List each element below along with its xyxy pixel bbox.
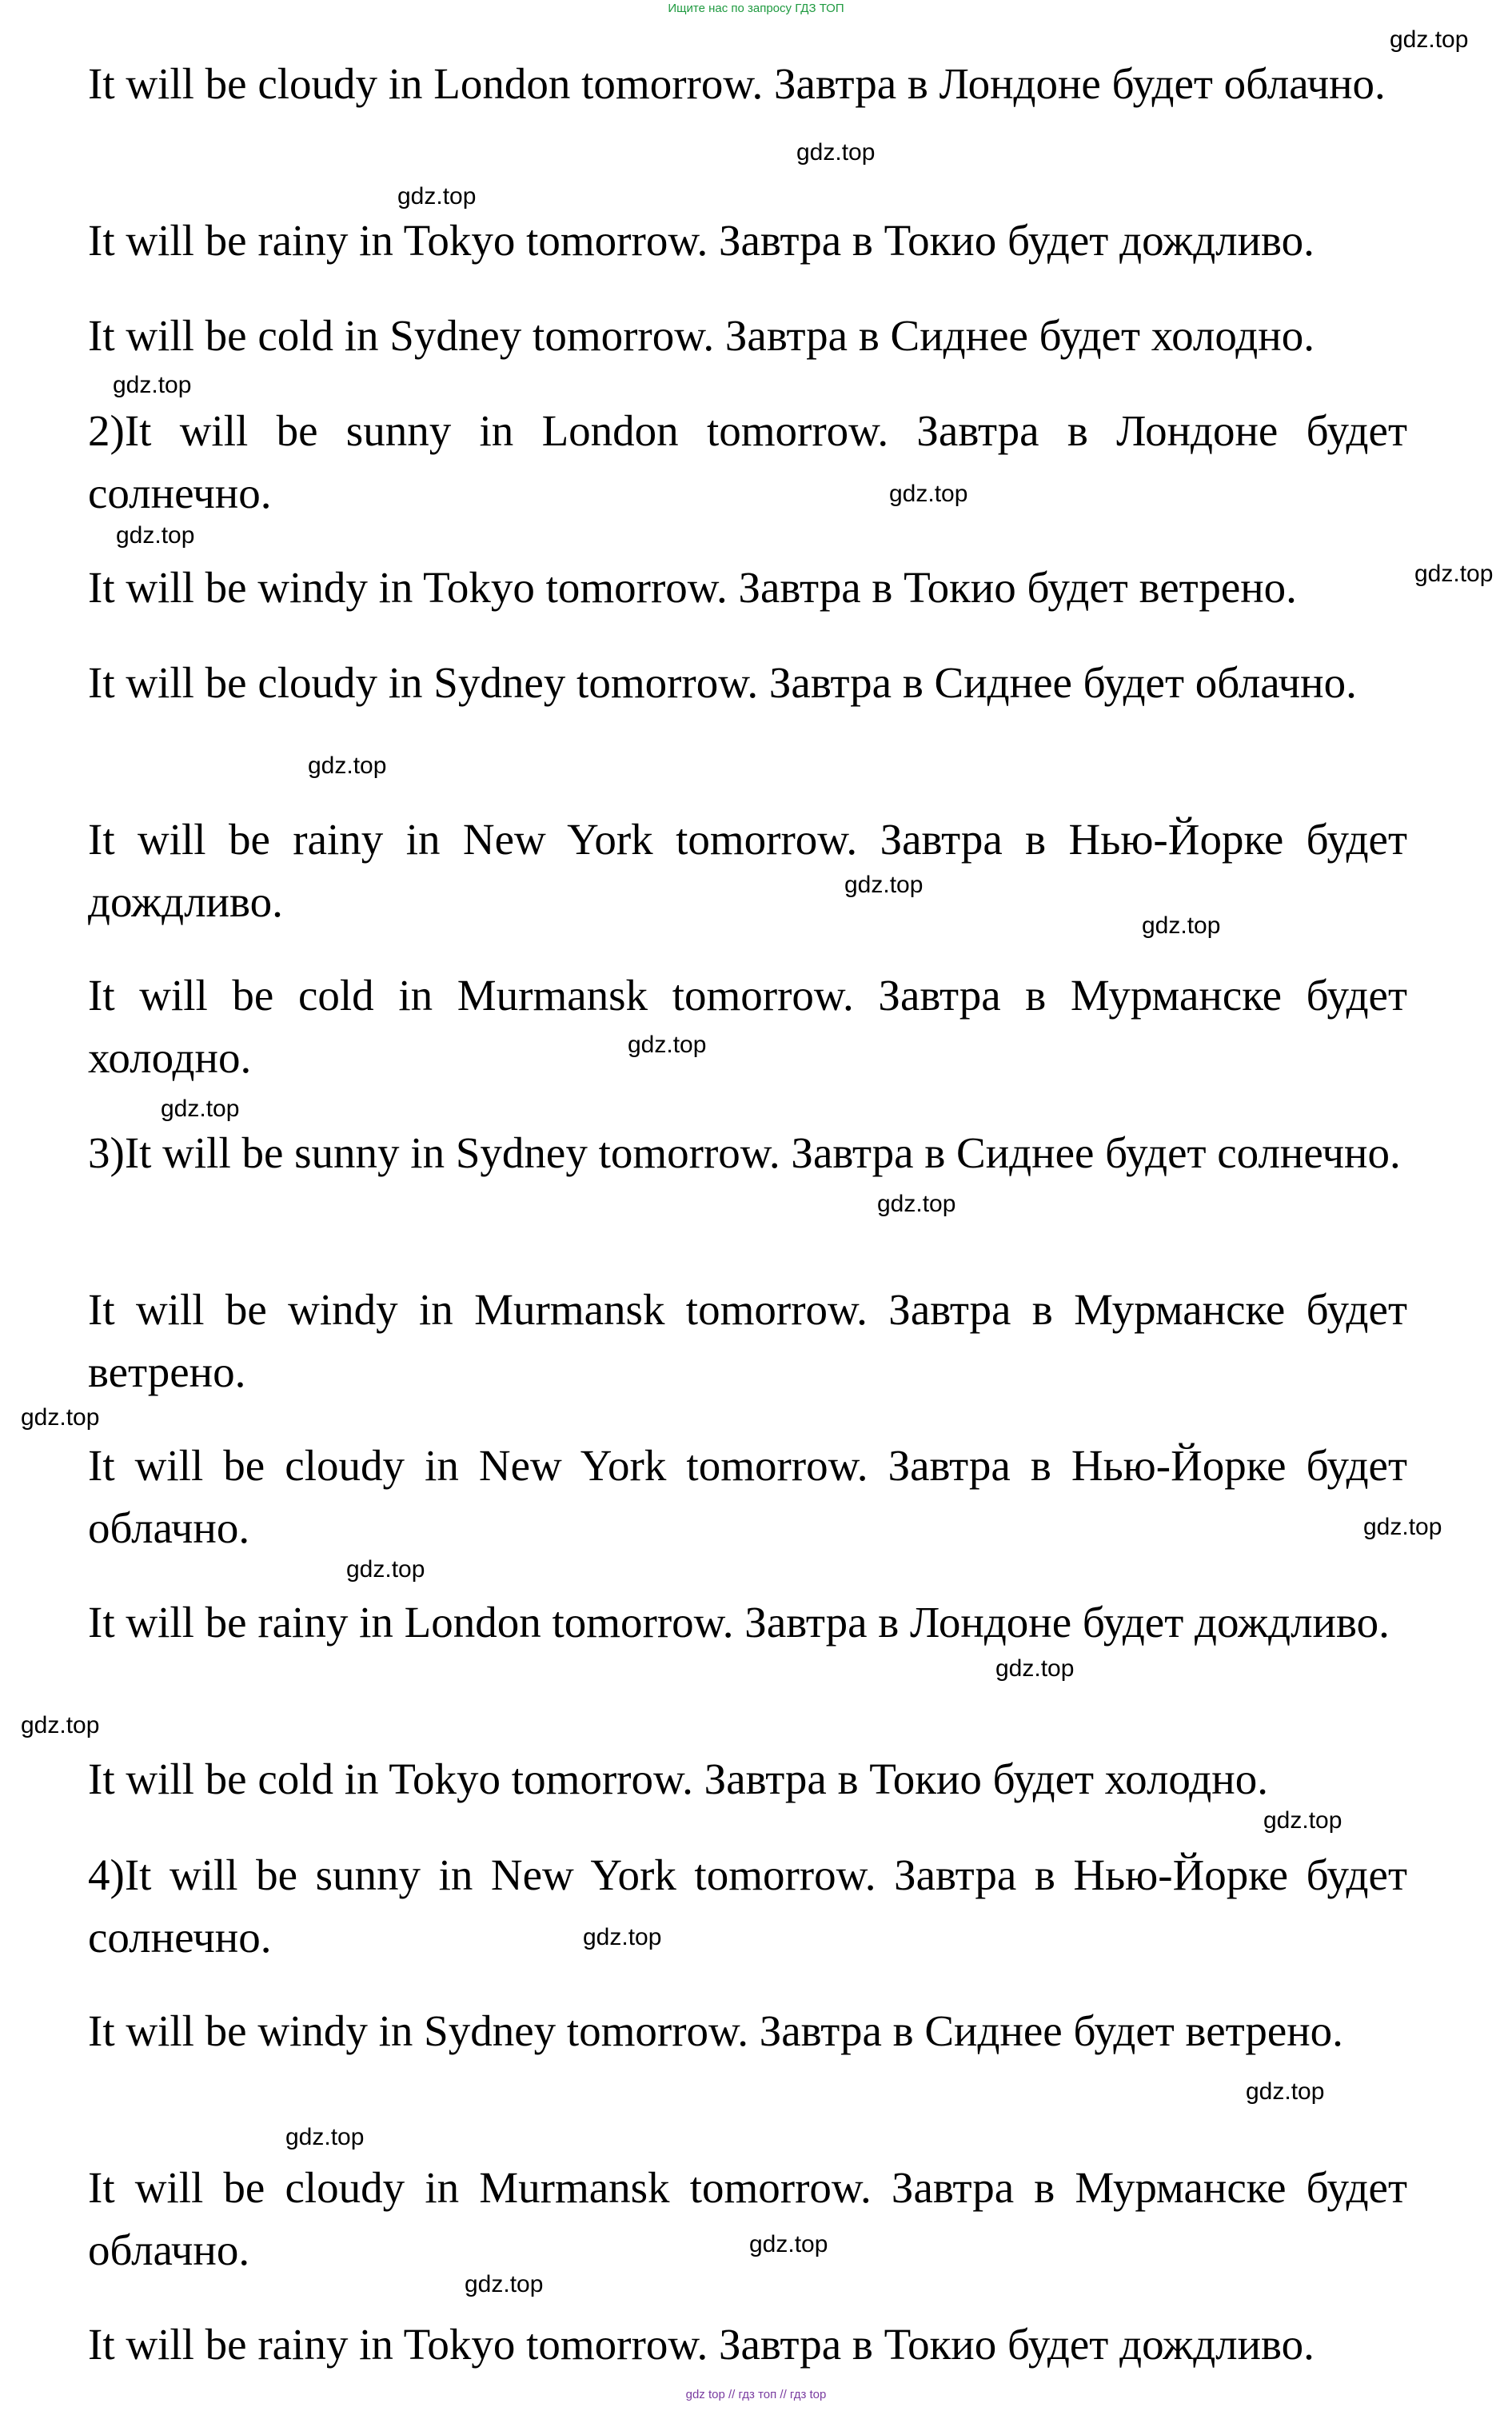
watermark-text: gdz.top (346, 1556, 425, 1583)
watermark-text: gdz.top (116, 522, 195, 549)
sentence-line: 2)It will be sunny in London tomorrow. Завтра в Лондоне будет солнечно. (88, 406, 1407, 517)
watermark-text: gdz.top (465, 2271, 544, 2297)
watermark-text: gdz.top (1246, 2078, 1325, 2105)
watermark-text: gdz.top (285, 2124, 365, 2150)
watermark-text: gdz.top (397, 183, 477, 210)
watermark-text: gdz.top (1414, 561, 1494, 587)
watermark-text: gdz.top (161, 1096, 240, 1122)
watermark-text: gdz.top (796, 139, 876, 166)
sentence-line: It will be rainy in Tokyo tomorrow. Завтра в Токио будет дождливо. (88, 2320, 1315, 2369)
sentence-line: It will be cold in Murmansk tomorrow. Завтра в Мурманске будет холодно. (88, 971, 1407, 1082)
sentence-line: It will be windy in Murmansk tomorrow. Завтра в Мурманске будет ветрено. (88, 1285, 1407, 1396)
watermark-text: gdz.top (889, 481, 968, 507)
watermark-text: gdz.top (877, 1191, 956, 1217)
watermark-text: gdz.top (1390, 26, 1469, 53)
sentence-line: 3)It will be sunny in Sydney tomorrow. Завтра в Сиднее будет солнечно. (88, 1128, 1401, 1177)
sentence-line: It will be windy in Sydney tomorrow. Завтра в Сиднее будет ветрено. (88, 2006, 1343, 2055)
watermark-text: gdz.top (1363, 1514, 1442, 1540)
sentence-line: 4)It will be sunny in New York tomorrow. Завтра в Нью-Йорке будет солнечно. (88, 1850, 1407, 1962)
watermark-text: gdz.top (308, 752, 387, 779)
watermark-text: gdz.top (113, 372, 192, 398)
watermark-text: gdz.top (844, 872, 924, 898)
header-note: Ищите нас по запросу ГДЗ ТОП (668, 2, 844, 15)
sentence-line: It will be cloudy in London tomorrow. Завтра в Лондоне будет облачно. (88, 59, 1386, 108)
sentence-line: It will be rainy in Tokyo tomorrow. Завтра в Токио будет дождливо. (88, 216, 1315, 265)
watermark-text: gdz.top (583, 1924, 662, 1950)
watermark-text: gdz.top (995, 1655, 1075, 1682)
sentence-line: It will be windy in Tokyo tomorrow. Завтра в Токио будет ветрено. (88, 563, 1297, 612)
sentence-line: It will be rainy in New York tomorrow. Завтра в Нью-Йорке будет дождливо. (88, 815, 1407, 926)
sentence-line: It will be cloudy in New York tomorrow. Завтра в Нью-Йорке будет облачно. (88, 1441, 1407, 1552)
watermark-text: gdz.top (21, 1712, 100, 1738)
watermark-text: gdz.top (21, 1404, 100, 1431)
sentence-line: It will be cold in Sydney tomorrow. Завтра в Сиднее будет холодно. (88, 311, 1315, 360)
sentence-line: It will be cloudy in Sydney tomorrow. Завтра в Сиднее будет облачно. (88, 658, 1357, 707)
watermark-text: gdz.top (628, 1032, 707, 1058)
watermark-text: gdz.top (1263, 1807, 1342, 1834)
footer-note: gdz top // гдз топ // гдз top (685, 2388, 827, 2401)
watermark-text: gdz.top (749, 2231, 828, 2257)
sentence-line: It will be cold in Tokyo tomorrow. Завтра в Токио будет холодно. (88, 1754, 1268, 1803)
sentence-line: It will be rainy in London tomorrow. Завтра в Лондоне будет дождливо. (88, 1598, 1390, 1647)
sentence-line: It will be cloudy in Murmansk tomorrow. Завтра в Мурманске будет облачно. (88, 2163, 1407, 2274)
watermark-text: gdz.top (1142, 912, 1221, 939)
